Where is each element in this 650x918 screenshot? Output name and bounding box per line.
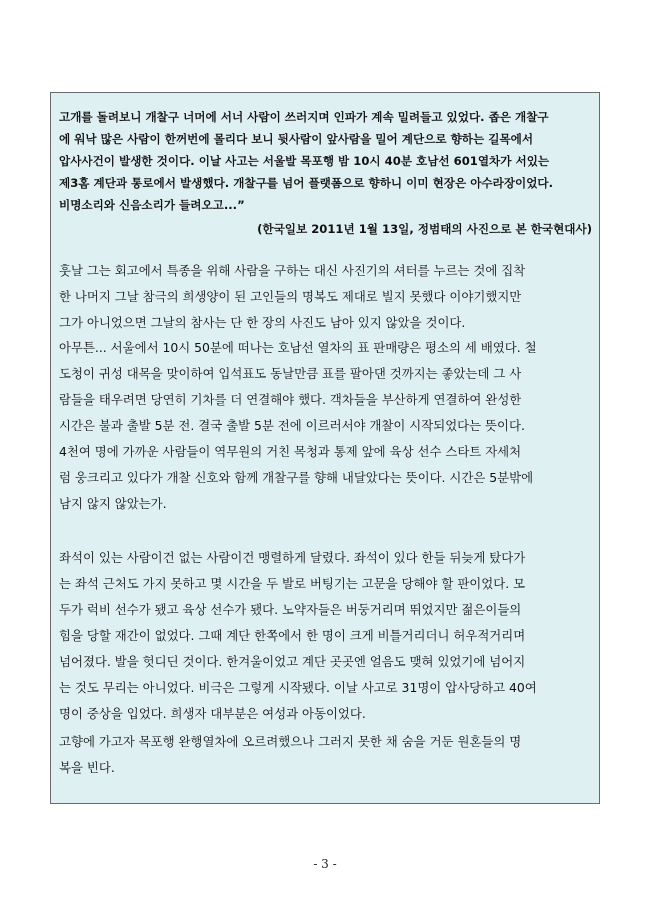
- page-number: - 3 -: [313, 857, 337, 871]
- quote-source: (한국일보 2011년 1월 13일, 정범태의 사진으로 본 한국현대사): [257, 222, 592, 236]
- paragraph-4: 고향에 가고자 목포행 완행열차에 오르려했으나 그러지 못한 채 숨을 거둔 원혼들의 명 복을 빈다.: [59, 734, 522, 775]
- text-box: [50, 92, 600, 804]
- quote-text: 고개를 돌려보니 개찰구 너머에 서너 사람이 쓰러지며 인파가 계속 밀려들고 있었다. 좁은 개찰구 에 워낙 많은 사람이 한꺼번에 몰리다 보니 뒷사람이 앞사람을 밀어 계단으로 향하는 길목에서 압사사건이 발생한 것이다. 이날 사고는 서울발 목포행 밤 10시 40분 호남선 601열차가 서있는 제3홈 계단과 통로에서 발생했다. 개찰구를 넘어 플랫폼으로 향하니 이미 현장은 아수라장이었다. 비명소리와 신음소리가 들려오고...”: [59, 110, 554, 212]
- paragraph-3: 좌석이 있는 사람이건 없는 사람이건 맹렬하게 달렸다. 좌석이 있다 한들 뒤늦게 탔다가 는 좌석 근처도 가지 못하고 몇 시간을 두 발로 버팅기는 고문을 당해야 할 판이었다. 모 두가 럭비 선수가 됐고 육상 선수가 됐다. 노약자들은 버둥거리며 뛰었지만 젊은이들의 힘을 당할 재간이 없었다. 그때 계단 한쪽에서 한 명이 크게 비틀거리더니 허우적거리며 넘어졌다. 발을 헛디딘 것이다. 한겨울이었고 계단 곳곳엔 얼음도 맺혀 있었기에 넘어지 는 것도 무리는 아니었다. 비극은 그렇게 시작됐다. 이날 사고로 31명이 압사당하고 40여 명이 중상을 입었다. 희생자 대부분은 여성과 아동이었다.: [59, 550, 537, 721]
- paragraph-2: 아무튼... 서울에서 10시 50분에 떠나는 호남선 열차의 표 판매량은 평소의 세 배였다. 철 도청이 귀성 대목을 맞이하여 입석표도 동날만큼 표를 팔아댄 것까지는 좋았는데 그 사 람들을 태우려면 당연히 기차를 더 연결해야 했다. 객차들을 부산하게 연결하여 완성한 시간은 불과 출발 5분 전. 결국 출발 5분 전에 이르러서야 개찰이 시작되었다는 뜻이다. 4천여 명에 가까운 사람들이 역무원의 거친 목청과 통제 앞에 육상 선수 스타트 자세처 럼 웅크리고 있다가 개찰 신호와 함께 개찰구를 향해 내달았다는 뜻이다. 시간은 5분밖에 남지 않지 않았는가.: [59, 340, 537, 511]
- paragraph-1: 훗날 그는 회고에서 특종을 위해 사람을 구하는 대신 사진기의 셔터를 누르는 것에 집착 한 나머지 그날 참극의 희생양이 된 고인들의 명복도 제대로 빌지 못했다 이야기했지만 그가 아니었으면 그날의 참사는 단 한 장의 사진도 남아 있지 않았을 것이다.: [59, 263, 526, 330]
